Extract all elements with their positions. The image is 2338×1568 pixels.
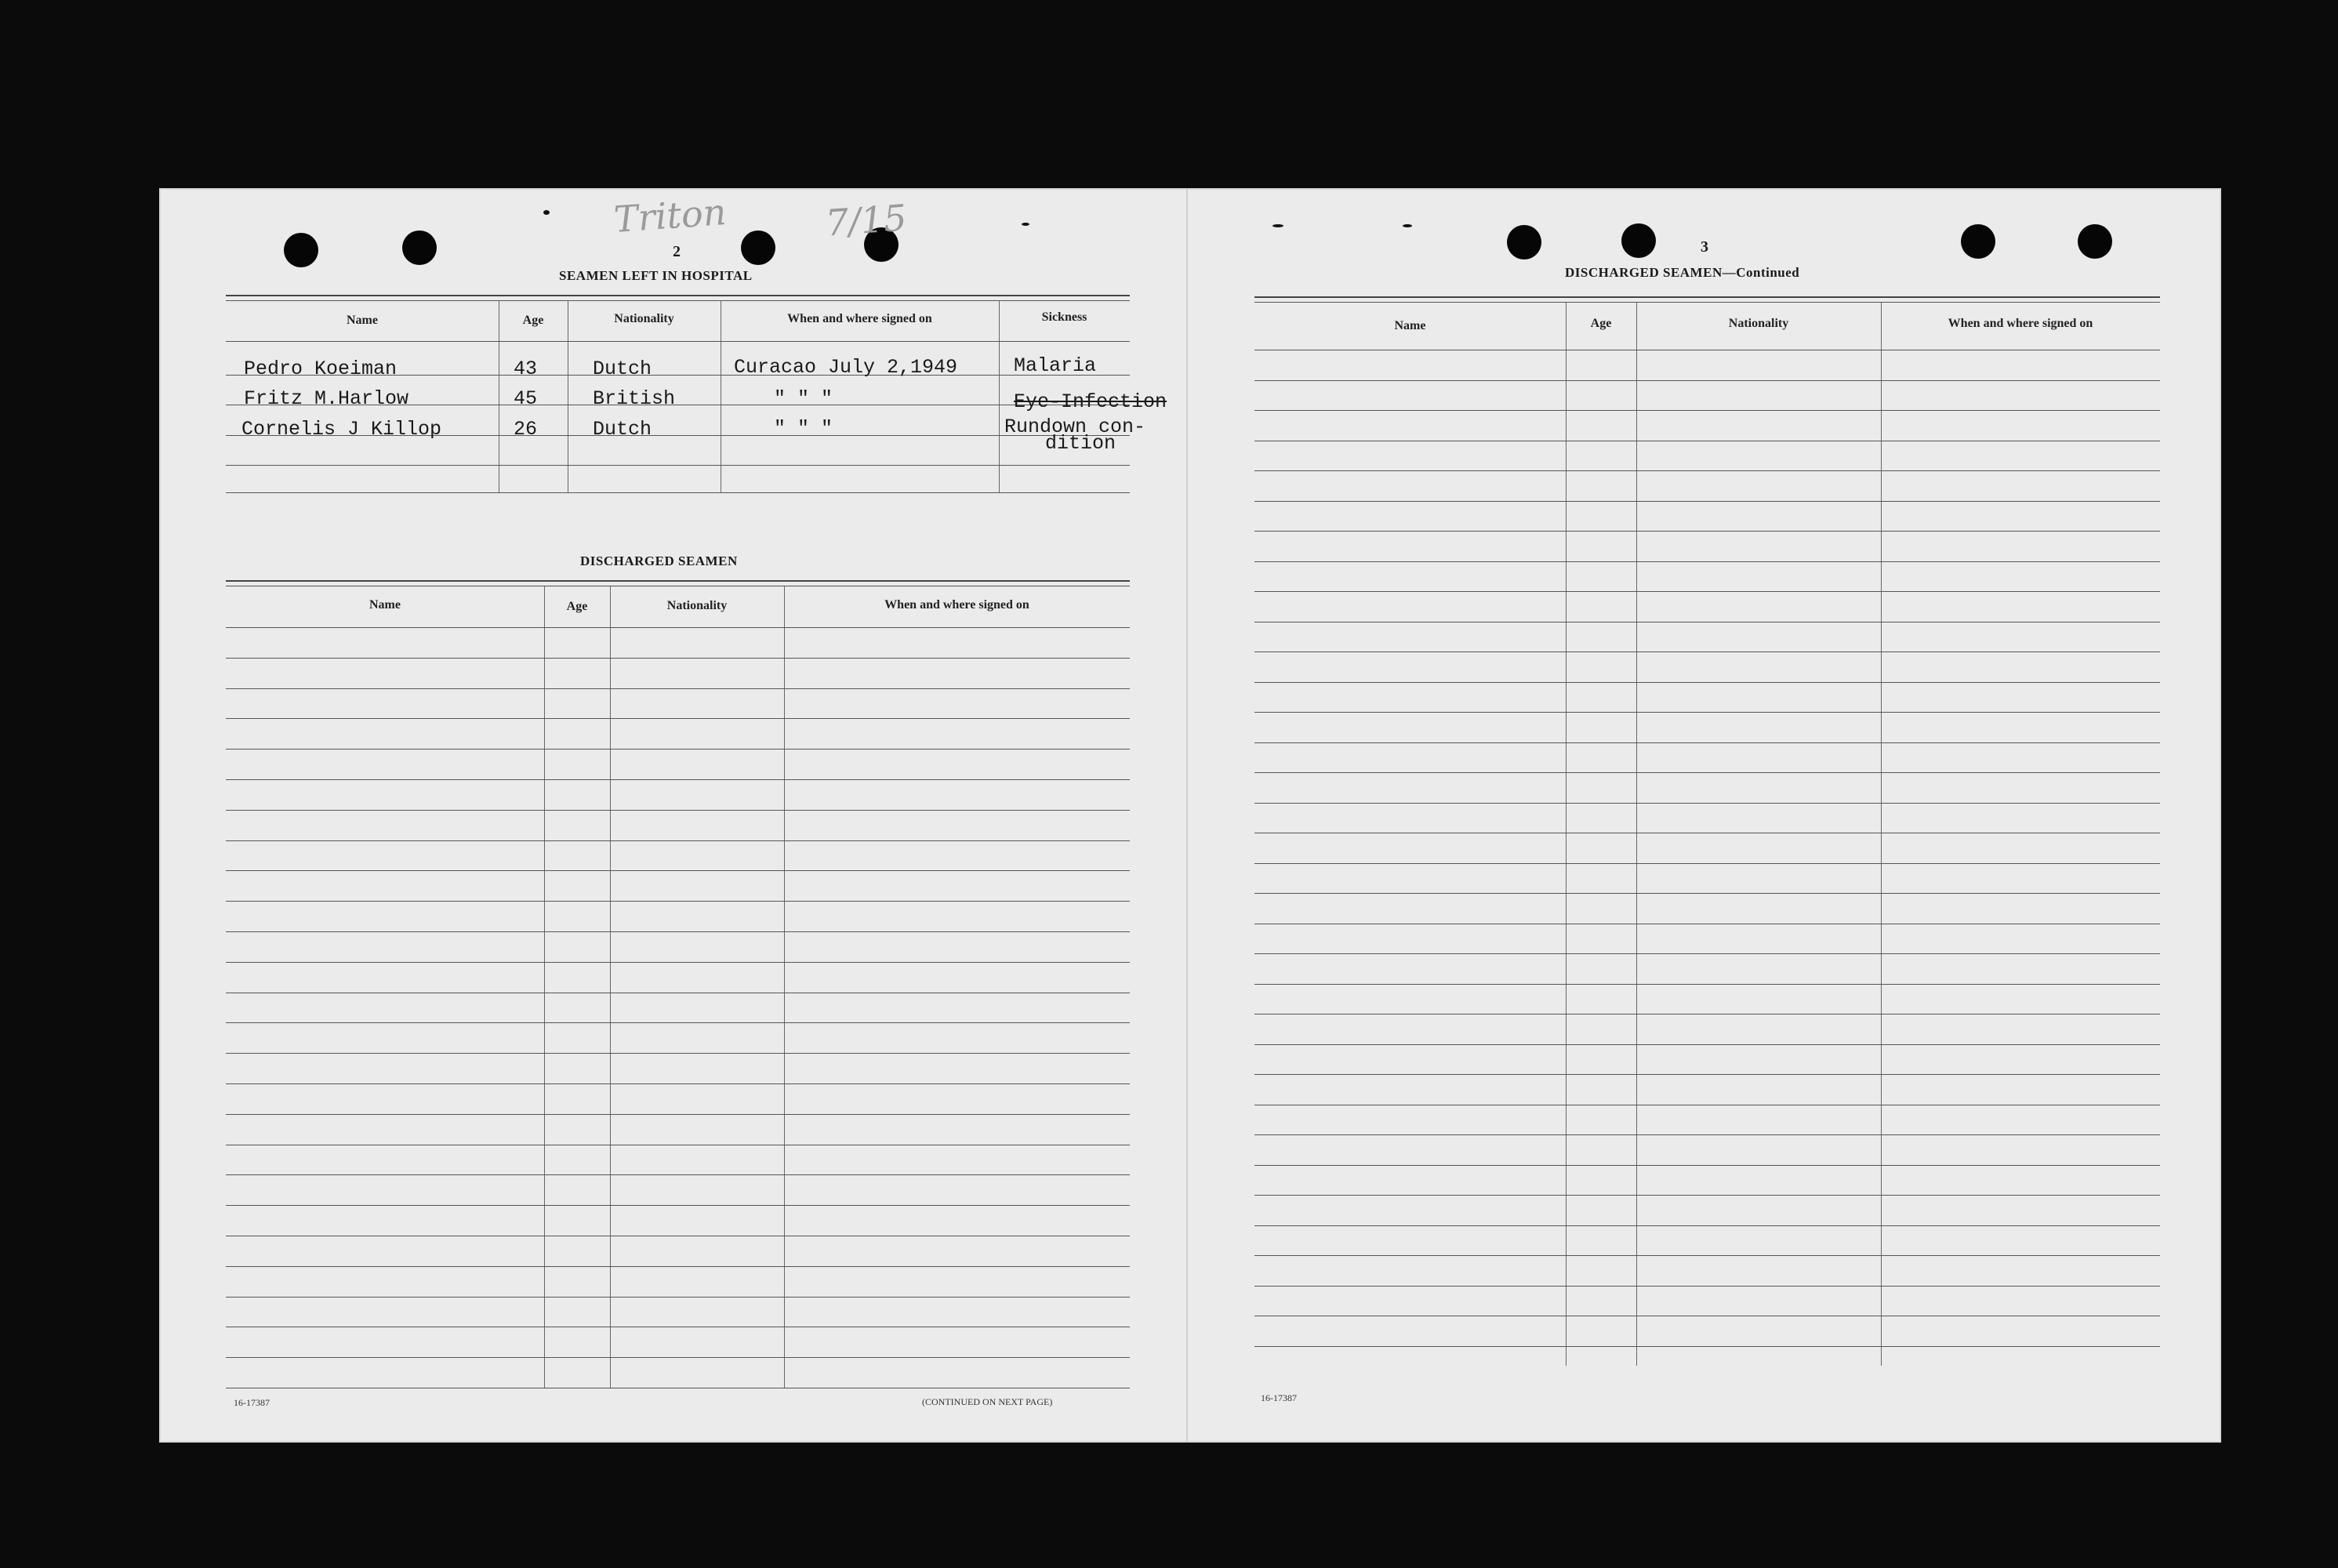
- blank-ruled-line: [226, 688, 1130, 689]
- discharged-col-divider: [544, 586, 545, 1388]
- right-col-divider: [1566, 303, 1567, 1366]
- hospital-header-rule: [226, 341, 1130, 342]
- hospital-row-3-sickness-cont: dition: [1045, 432, 1116, 455]
- blank-ruled-line: [1254, 682, 2160, 683]
- blank-ruled-line: [1254, 1165, 2160, 1166]
- blank-ruled-line: [1254, 561, 2160, 562]
- right-col-divider: [1636, 303, 1637, 1366]
- punch-hole: [1961, 224, 1995, 259]
- hospital-row-2-signed-on: " " ": [774, 387, 833, 410]
- hospital-col-name: Name: [347, 314, 378, 327]
- blank-ruled-line: [226, 779, 1130, 780]
- blank-ruled-line: [1254, 531, 2160, 532]
- discharged-col-age: Age: [566, 600, 588, 613]
- ink-speck: [1403, 224, 1412, 227]
- discharged-col-nationality: Nationality: [666, 599, 728, 612]
- punch-hole: [402, 230, 437, 265]
- ink-speck: [543, 210, 550, 215]
- hospital-col-nationality: Nationality: [614, 312, 674, 325]
- hospital-row-rule: [226, 465, 1130, 466]
- blank-ruled-line: [1254, 803, 2160, 804]
- blank-ruled-line: [226, 1083, 1130, 1084]
- right-top-rule: [1254, 296, 2160, 303]
- page-number-right: 3: [1701, 238, 1708, 256]
- discharged-top-rule: [226, 580, 1130, 586]
- blank-ruled-line: [226, 1053, 1130, 1054]
- hospital-row-2-nationality: British: [593, 387, 676, 410]
- punch-hole: [284, 233, 318, 267]
- ink-speck: [1272, 224, 1283, 227]
- blank-ruled-line: [226, 1022, 1130, 1023]
- punch-hole: [741, 230, 775, 265]
- blank-ruled-line: [1254, 1195, 2160, 1196]
- hospital-col-age: Age: [522, 314, 544, 327]
- discharged-col-divider: [784, 586, 785, 1388]
- blank-ruled-line: [1254, 470, 2160, 471]
- discharged-continued-suffix: —Continued: [1722, 265, 1800, 280]
- hospital-row-1-nationality: Dutch: [593, 358, 652, 380]
- ink-speck: [1022, 223, 1029, 226]
- hospital-row-1-sickness: Malaria: [1014, 354, 1097, 377]
- discharged-col-name: Name: [369, 598, 401, 612]
- blank-ruled-line: [1254, 712, 2160, 713]
- blank-ruled-line: [226, 658, 1130, 659]
- right-col-age: Age: [1590, 317, 1612, 330]
- blank-ruled-line: [1254, 1074, 2160, 1075]
- blank-ruled-line: [226, 627, 1130, 628]
- punch-hole: [1621, 223, 1656, 258]
- page-number-left: 2: [673, 243, 681, 260]
- discharged-continued-title: [1565, 265, 1799, 281]
- continued-note: (CONTINUED ON NEXT PAGE): [922, 1396, 1053, 1407]
- right-col-name: Name: [1394, 319, 1426, 332]
- discharged-continued-title-main: DISCHARGED SEAMEN: [1565, 265, 1723, 280]
- hospital-col-signed-on: When and where signed on: [787, 312, 932, 325]
- blank-ruled-line: [1254, 380, 2160, 381]
- blank-ruled-line: [1254, 953, 2160, 954]
- blank-ruled-line: [226, 1174, 1130, 1175]
- handwritten-vessel-note: Triton: [612, 191, 728, 241]
- blank-ruled-line: [1254, 1346, 2160, 1347]
- blank-ruled-line: [226, 962, 1130, 963]
- blank-ruled-line: [226, 1297, 1130, 1298]
- right-col-divider: [1881, 303, 1882, 1366]
- form-number-right: 16-17387: [1261, 1392, 1297, 1403]
- hospital-row-3-age: 26: [514, 418, 538, 441]
- hospital-row-2-name: Fritz M.Harlow: [244, 387, 409, 410]
- ledger-sheet: [159, 188, 2221, 1443]
- blank-ruled-line: [226, 718, 1130, 719]
- blank-ruled-line: [226, 1266, 1130, 1267]
- blank-ruled-line: [1254, 501, 2160, 502]
- blank-ruled-line: [226, 901, 1130, 902]
- hospital-section-title: SEAMEN LEFT IN HOSPITAL: [559, 268, 753, 283]
- hospital-row-rule: [226, 492, 1130, 493]
- blank-ruled-line: [1254, 863, 2160, 864]
- hospital-row-3-nationality: Dutch: [593, 418, 652, 441]
- blank-ruled-line: [226, 870, 1130, 871]
- blank-ruled-line: [1254, 1225, 2160, 1226]
- hospital-row-1-age: 43: [514, 358, 538, 380]
- blank-ruled-line: [1254, 1044, 2160, 1045]
- blank-ruled-line: [1254, 1255, 2160, 1256]
- hospital-top-rule: [226, 295, 1130, 301]
- blank-ruled-line: [226, 840, 1130, 841]
- blank-ruled-line: [1254, 410, 2160, 411]
- hospital-row-3-sickness: Rundown con-: [1004, 416, 1146, 438]
- blank-ruled-line: [1254, 591, 2160, 592]
- blank-ruled-line: [226, 1205, 1130, 1206]
- punch-hole: [2078, 224, 2112, 259]
- blank-ruled-line: [226, 749, 1130, 750]
- blank-ruled-line: [1254, 893, 2160, 894]
- right-col-signed-on: When and where signed on: [1948, 317, 2093, 330]
- blank-ruled-line: [1254, 742, 2160, 743]
- blank-ruled-line: [226, 810, 1130, 811]
- discharged-col-signed-on: When and where signed on: [884, 598, 1029, 612]
- handwritten-date-note: 7/15: [824, 196, 909, 245]
- discharged-col-divider: [610, 586, 611, 1388]
- blank-ruled-line: [1254, 1286, 2160, 1287]
- hospital-row-3-name: Cornelis J Killop: [241, 418, 442, 441]
- form-number-left: 16-17387: [234, 1397, 270, 1408]
- hospital-row-2-age: 45: [514, 387, 538, 410]
- blank-ruled-line: [226, 1114, 1130, 1115]
- hospital-row-1-signed-on: Curacao July 2,1949: [734, 356, 958, 379]
- right-col-nationality: Nationality: [1728, 317, 1789, 330]
- punch-hole: [1507, 225, 1541, 260]
- page-fold: [1186, 188, 1188, 1443]
- hospital-col-sickness: Sickness: [1041, 310, 1087, 324]
- blank-ruled-line: [226, 931, 1130, 932]
- blank-ruled-line: [1254, 1134, 2160, 1135]
- blank-ruled-line: [1254, 772, 2160, 773]
- hospital-row-1-name: Pedro Koeiman: [244, 358, 398, 380]
- hospital-row-3-signed-on: " " ": [774, 417, 833, 440]
- blank-ruled-line: [1254, 984, 2160, 985]
- blank-ruled-line: [226, 1357, 1130, 1358]
- hospital-row-2-sickness: Eye-Infection: [1014, 390, 1167, 413]
- discharged-section-title: DISCHARGED SEAMEN: [580, 554, 738, 568]
